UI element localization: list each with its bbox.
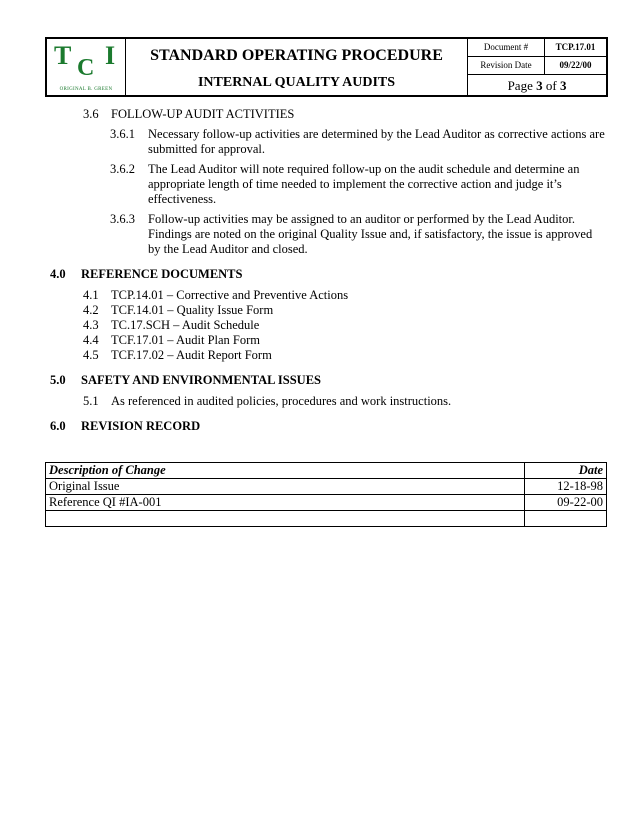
item-text: TCP.14.01 – Corrective and Preventive Actions: [111, 288, 349, 302]
list-item: [110, 212, 605, 257]
cell-date: [525, 511, 607, 527]
table-row: [46, 511, 607, 527]
item-number: 4.2: [83, 303, 99, 317]
item-text: Necessary follow-up activities are determined by the Lead Auditor as corrective actions are submitted for approval.: [148, 127, 605, 156]
document-subtitle: INTERNAL QUALITY AUDITS: [197, 75, 396, 90]
section-title: REFERENCE DOCUMENTS: [81, 267, 243, 281]
document-body: [50, 107, 605, 434]
section-number: 4.0: [50, 267, 66, 281]
item-number: 4.3: [83, 318, 99, 332]
cell-date: 09-22-00: [525, 495, 607, 511]
section-heading-5: [50, 373, 605, 388]
page-current: 3: [536, 78, 543, 93]
cell-date: 12-18-98: [525, 479, 607, 495]
table-row: [46, 495, 607, 511]
header-meta: [468, 39, 606, 95]
cell-description: Reference QI #IA-001: [46, 495, 525, 511]
column-header-description: Description of Change: [46, 463, 525, 479]
table-header-row: [46, 463, 607, 479]
document-title: STANDARD OPERATING PROCEDURE: [150, 47, 443, 64]
item-number: 3.6.3: [110, 212, 135, 226]
revision-date-value: 09/22/00: [559, 60, 592, 70]
list-item: [83, 303, 605, 318]
document-number-row: [468, 39, 606, 57]
item-number: 4.5: [83, 348, 99, 362]
document-number-label: Document #: [468, 39, 545, 56]
logo-caption: ORIGINAL B. GREEN: [59, 87, 113, 92]
list-item: [83, 333, 605, 348]
section-heading-6: [50, 419, 605, 434]
list-item: [83, 394, 605, 409]
section-title: SAFETY AND ENVIRONMENTAL ISSUES: [81, 373, 321, 387]
page-prefix: Page: [507, 78, 533, 93]
item-number: 3.6.2: [110, 162, 135, 176]
logo-letter-i: I: [105, 41, 116, 70]
page-total: 3: [559, 78, 567, 93]
item-text: TCF.17.02 – Audit Report Form: [111, 348, 272, 362]
section-number: 5.0: [50, 373, 66, 387]
section-number: 6.0: [50, 419, 66, 433]
item-text: TC.17.SCH – Audit Schedule: [111, 318, 260, 332]
list-item: [110, 162, 605, 207]
list-item: [83, 318, 605, 333]
section-heading-4: [50, 267, 605, 282]
revision-record-table: [45, 462, 607, 527]
section-heading-3-6: [83, 107, 605, 122]
document-header: [45, 37, 608, 97]
logo-letter-t: T: [54, 41, 72, 70]
revision-date-row: [468, 57, 606, 75]
item-number: 3.6.1: [110, 127, 135, 141]
cell-description: [46, 511, 525, 527]
section-number: 3.6: [83, 107, 99, 121]
list-item: [83, 348, 605, 363]
company-logo: [47, 39, 126, 95]
list-item: [83, 288, 605, 303]
page-of: of: [545, 78, 557, 93]
item-number: 4.4: [83, 333, 99, 347]
item-text: As referenced in audited policies, procedures and work instructions.: [111, 394, 452, 408]
column-header-date: Date: [525, 463, 607, 479]
item-text: TCF.17.01 – Audit Plan Form: [111, 333, 261, 347]
reference-documents-list: [50, 288, 605, 363]
logo-letter-c: C: [77, 55, 95, 81]
document-number-value: TCP.17.01: [555, 42, 596, 52]
list-item: [110, 127, 605, 157]
cell-description: Original Issue: [46, 479, 525, 495]
item-text: Follow-up activities may be assigned to an auditor or performed by the Lead Auditor. Findings are noted on the original Quality Issue and, if satisfactory, the issue is approved by the Lead Auditor and closed.: [148, 212, 593, 256]
item-text: TCF.14.01 – Quality Issue Form: [111, 303, 274, 317]
revision-date-label: Revision Date: [468, 57, 545, 74]
header-title-block: [126, 39, 468, 95]
item-text: The Lead Auditor will note required follow-up on the audit schedule and determine an appropriate length of time needed to implement the corrective action and judge it’s effectiveness.: [148, 162, 580, 206]
section-title: FOLLOW-UP AUDIT ACTIVITIES: [111, 107, 295, 121]
item-number: 4.1: [83, 288, 99, 302]
item-number: 5.1: [83, 394, 99, 408]
section-title: REVISION RECORD: [81, 419, 201, 433]
page-indicator: [468, 75, 606, 97]
table-row: [46, 479, 607, 495]
